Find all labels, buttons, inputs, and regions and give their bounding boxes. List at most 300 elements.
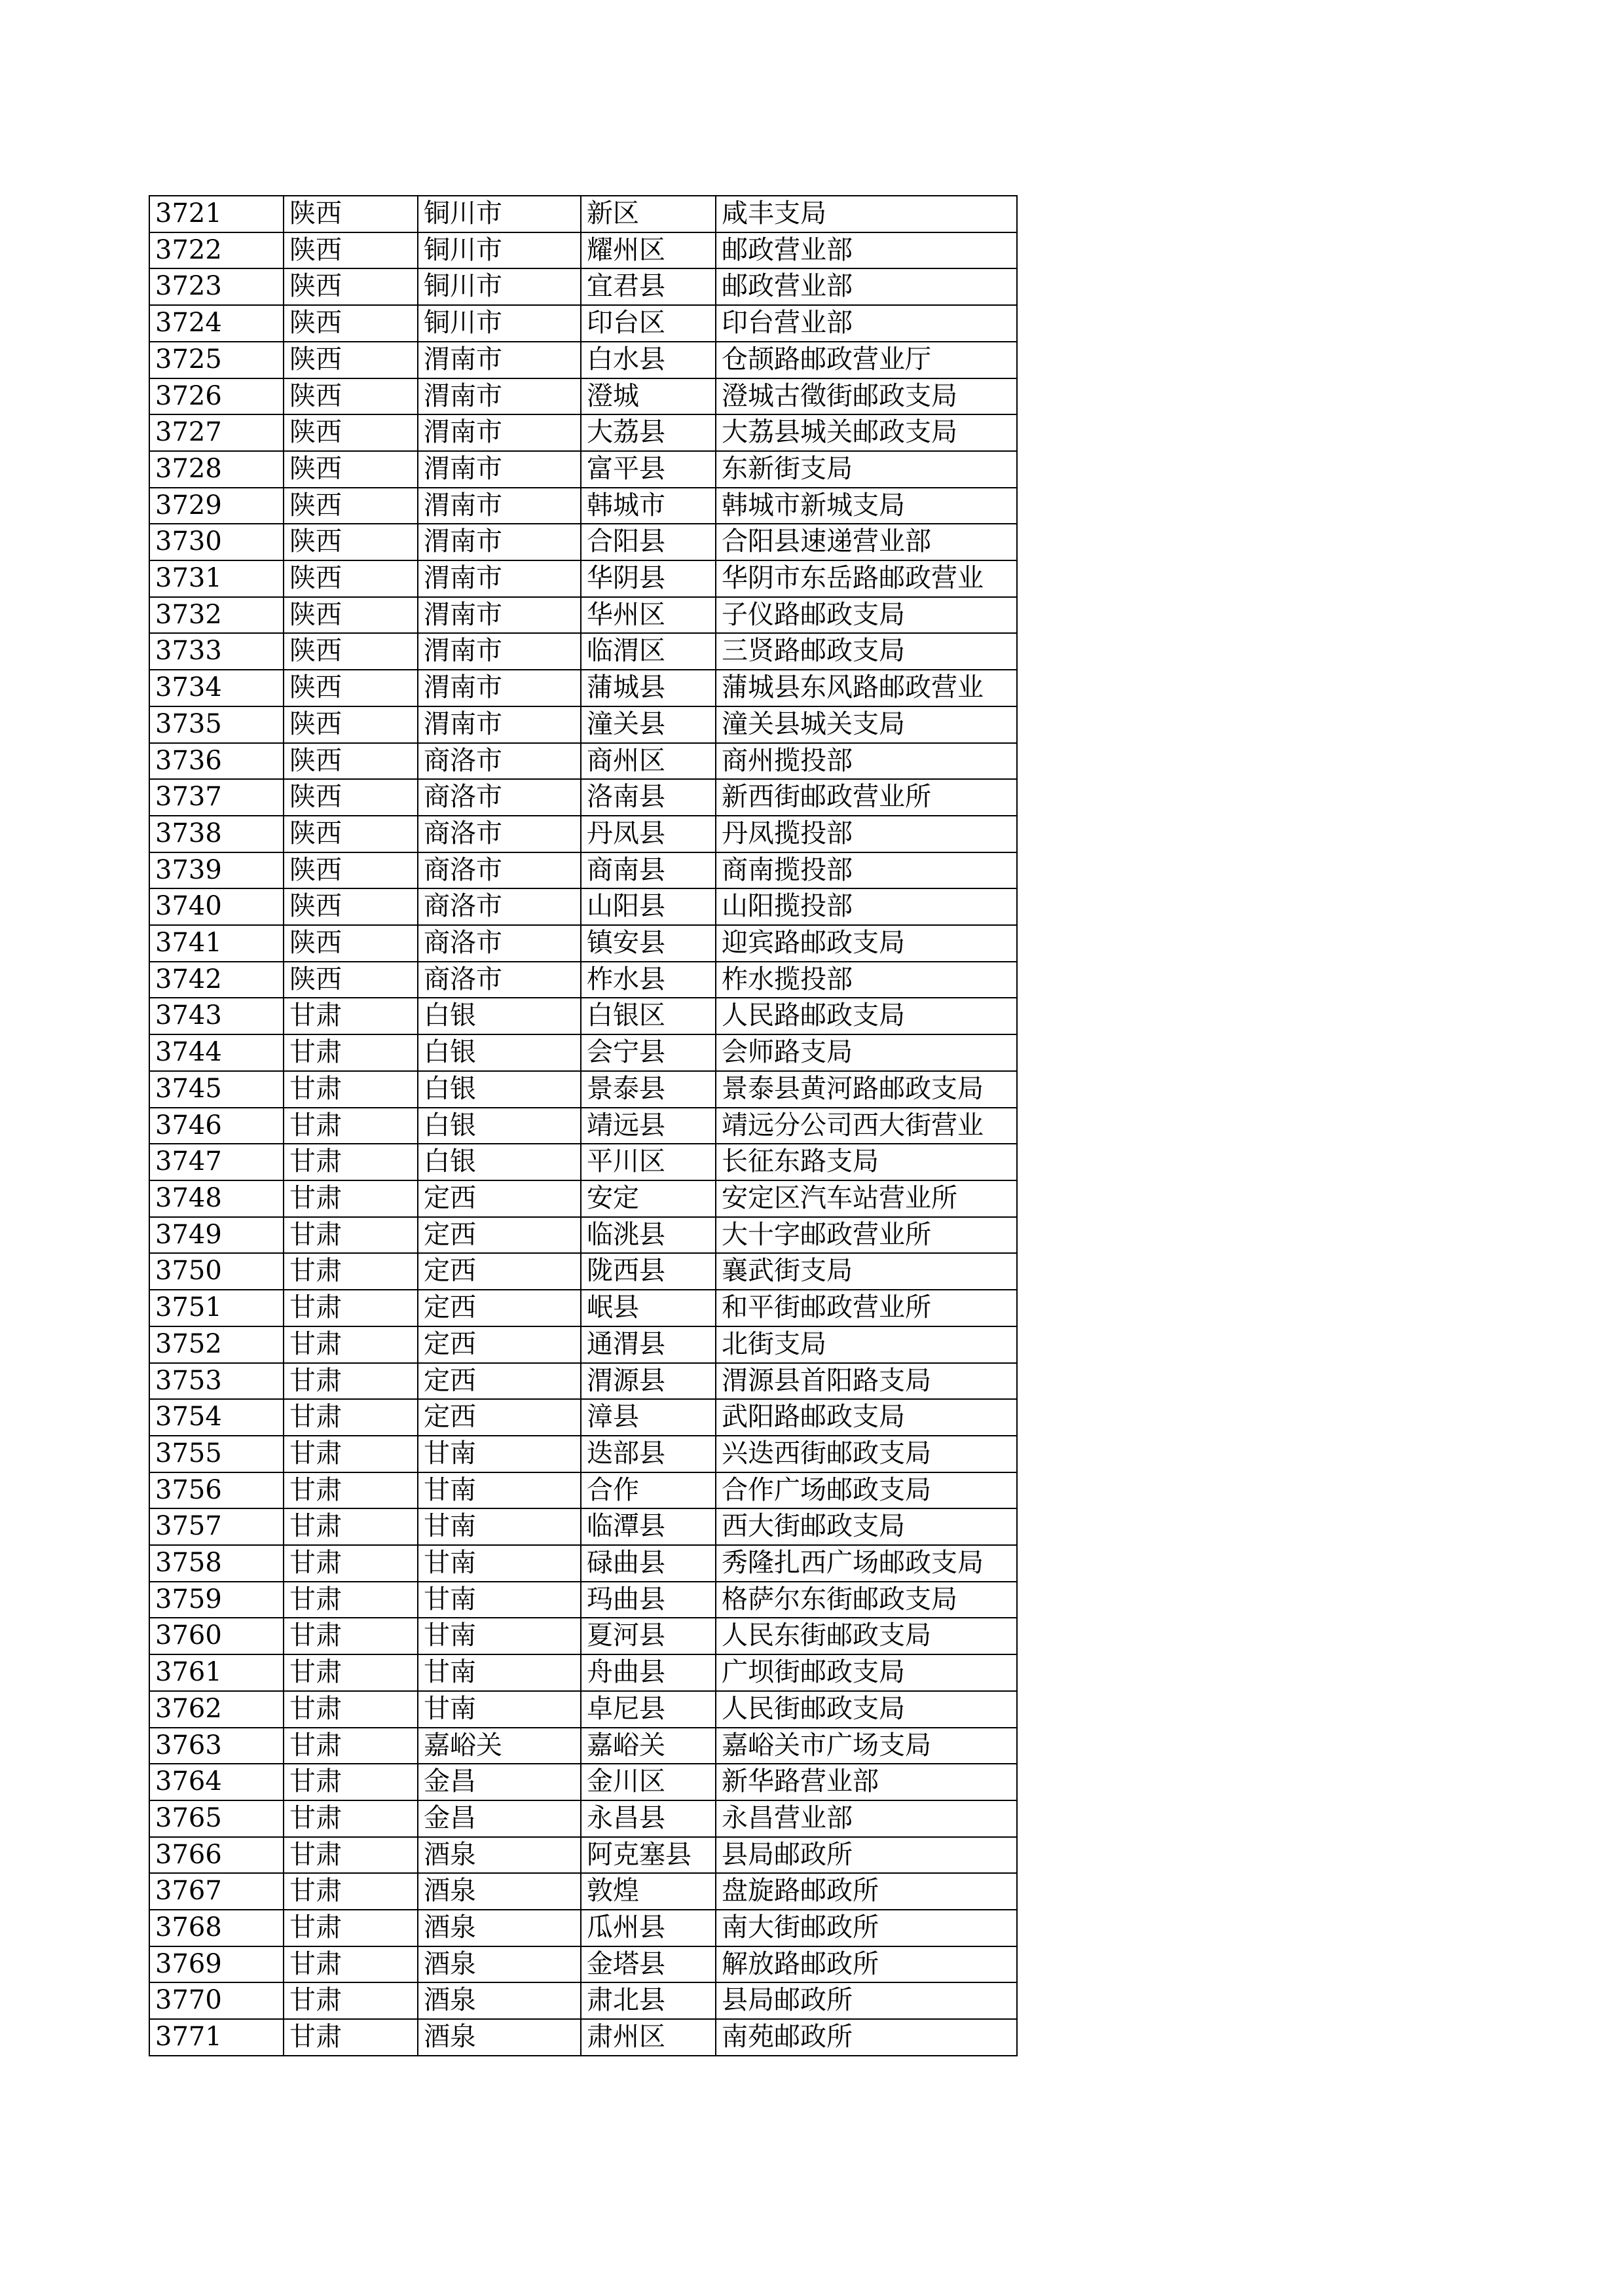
row-number-cell: 3724 (149, 305, 284, 342)
city-cell: 酒泉 (418, 1946, 581, 1983)
row-number-cell: 3721 (149, 196, 284, 232)
row-number-cell: 3742 (149, 962, 284, 998)
row-number-cell: 3722 (149, 232, 284, 269)
province-cell: 甘肃 (284, 1946, 418, 1983)
row-number-cell: 3723 (149, 268, 284, 305)
city-cell: 甘南 (418, 1508, 581, 1545)
row-number-cell: 3756 (149, 1472, 284, 1509)
table-row (149, 1654, 1017, 1691)
city-cell: 渭南市 (418, 414, 581, 451)
table-row (149, 1399, 1017, 1436)
row-number-cell: 3769 (149, 1946, 284, 1983)
county-cell: 安定 (581, 1180, 716, 1217)
province-cell: 甘肃 (284, 1837, 418, 1874)
table-row (149, 232, 1017, 269)
table-row (149, 414, 1017, 451)
row-number-cell: 3728 (149, 451, 284, 488)
row-number-cell: 3739 (149, 852, 284, 889)
province-cell: 甘肃 (284, 1910, 418, 1946)
city-cell: 铜川市 (418, 305, 581, 342)
province-cell: 甘肃 (284, 1180, 418, 1217)
table-row (149, 1728, 1017, 1764)
city-cell: 甘南 (418, 1472, 581, 1509)
province-cell: 陕西 (284, 196, 418, 232)
table-row (149, 1034, 1017, 1071)
branch-name-cell: 景泰县黄河路邮政支局 (716, 1071, 1017, 1108)
table-row (149, 1582, 1017, 1618)
city-cell: 商洛市 (418, 779, 581, 816)
row-number-cell: 3753 (149, 1363, 284, 1400)
row-number-cell: 3732 (149, 597, 284, 634)
row-number-cell: 3730 (149, 524, 284, 560)
branch-name-cell: 印台营业部 (716, 305, 1017, 342)
county-cell: 卓尼县 (581, 1691, 716, 1728)
city-cell: 渭南市 (418, 560, 581, 597)
city-cell: 渭南市 (418, 670, 581, 706)
province-cell: 陕西 (284, 342, 418, 378)
table-row (149, 1873, 1017, 1910)
table-row (149, 524, 1017, 560)
city-cell: 酒泉 (418, 1837, 581, 1874)
table-row (149, 706, 1017, 743)
row-number-cell: 3752 (149, 1326, 284, 1363)
county-cell: 印台区 (581, 305, 716, 342)
table-row (149, 1217, 1017, 1254)
province-cell: 甘肃 (284, 1618, 418, 1654)
province-cell: 甘肃 (284, 1217, 418, 1254)
branch-name-cell: 新华路营业部 (716, 1764, 1017, 1800)
row-number-cell: 3766 (149, 1837, 284, 1874)
city-cell: 渭南市 (418, 378, 581, 415)
county-cell: 肃州区 (581, 2019, 716, 2056)
branch-name-cell: 县局邮政所 (716, 1837, 1017, 1874)
branch-name-cell: 嘉峪关市广场支局 (716, 1728, 1017, 1764)
province-cell: 陕西 (284, 378, 418, 415)
county-cell: 夏河县 (581, 1618, 716, 1654)
branch-name-cell: 潼关县城关支局 (716, 706, 1017, 743)
city-cell: 定西 (418, 1363, 581, 1400)
row-number-cell: 3754 (149, 1399, 284, 1436)
branch-name-cell: 北街支局 (716, 1326, 1017, 1363)
province-cell: 甘肃 (284, 1508, 418, 1545)
city-cell: 定西 (418, 1399, 581, 1436)
table-row (149, 560, 1017, 597)
table-row (149, 998, 1017, 1034)
county-cell: 富平县 (581, 451, 716, 488)
branch-name-cell: 咸丰支局 (716, 196, 1017, 232)
province-cell: 陕西 (284, 816, 418, 852)
row-number-cell: 3765 (149, 1800, 284, 1837)
county-cell: 景泰县 (581, 1071, 716, 1108)
county-cell: 临潭县 (581, 1508, 716, 1545)
table-row (149, 852, 1017, 889)
county-cell: 华州区 (581, 597, 716, 634)
city-cell: 甘南 (418, 1545, 581, 1582)
county-cell: 临洮县 (581, 1217, 716, 1254)
county-cell: 韩城市 (581, 488, 716, 524)
post-office-table (149, 195, 1018, 2056)
county-cell: 山阳县 (581, 888, 716, 925)
table-row (149, 196, 1017, 232)
table-row (149, 1618, 1017, 1654)
row-number-cell: 3767 (149, 1873, 284, 1910)
branch-name-cell: 山阳揽投部 (716, 888, 1017, 925)
branch-name-cell: 南大街邮政所 (716, 1910, 1017, 1946)
city-cell: 酒泉 (418, 2019, 581, 2056)
city-cell: 渭南市 (418, 451, 581, 488)
county-cell: 阿克塞县 (581, 1837, 716, 1874)
branch-name-cell: 永昌营业部 (716, 1800, 1017, 1837)
city-cell: 嘉峪关 (418, 1728, 581, 1764)
branch-name-cell: 人民街邮政支局 (716, 1691, 1017, 1728)
row-number-cell: 3740 (149, 888, 284, 925)
row-number-cell: 3763 (149, 1728, 284, 1764)
branch-name-cell: 长征东路支局 (716, 1144, 1017, 1180)
table-row (149, 1837, 1017, 1874)
row-number-cell: 3770 (149, 1982, 284, 2019)
province-cell: 甘肃 (284, 1691, 418, 1728)
province-cell: 甘肃 (284, 1436, 418, 1472)
row-number-cell: 3755 (149, 1436, 284, 1472)
city-cell: 商洛市 (418, 816, 581, 852)
county-cell: 蒲城县 (581, 670, 716, 706)
city-cell: 渭南市 (418, 597, 581, 634)
city-cell: 酒泉 (418, 1982, 581, 2019)
province-cell: 甘肃 (284, 1071, 418, 1108)
city-cell: 白银 (418, 1108, 581, 1144)
county-cell: 敦煌 (581, 1873, 716, 1910)
county-cell: 新区 (581, 196, 716, 232)
province-cell: 甘肃 (284, 1800, 418, 1837)
row-number-cell: 3731 (149, 560, 284, 597)
county-cell: 丹凤县 (581, 816, 716, 852)
county-cell: 宜君县 (581, 268, 716, 305)
city-cell: 铜川市 (418, 232, 581, 269)
branch-name-cell: 大荔县城关邮政支局 (716, 414, 1017, 451)
county-cell: 碌曲县 (581, 1545, 716, 1582)
county-cell: 白银区 (581, 998, 716, 1034)
province-cell: 甘肃 (284, 1034, 418, 1071)
row-number-cell: 3768 (149, 1910, 284, 1946)
county-cell: 临渭区 (581, 633, 716, 670)
table-row (149, 342, 1017, 378)
row-number-cell: 3759 (149, 1582, 284, 1618)
branch-name-cell: 南苑邮政所 (716, 2019, 1017, 2056)
city-cell: 渭南市 (418, 488, 581, 524)
row-number-cell: 3727 (149, 414, 284, 451)
row-number-cell: 3746 (149, 1108, 284, 1144)
county-cell: 陇西县 (581, 1253, 716, 1290)
province-cell: 陕西 (284, 268, 418, 305)
county-cell: 潼关县 (581, 706, 716, 743)
branch-name-cell: 邮政营业部 (716, 268, 1017, 305)
row-number-cell: 3737 (149, 779, 284, 816)
city-cell: 甘南 (418, 1582, 581, 1618)
branch-name-cell: 县局邮政所 (716, 1982, 1017, 2019)
county-cell: 合阳县 (581, 524, 716, 560)
county-cell: 靖远县 (581, 1108, 716, 1144)
city-cell: 白银 (418, 1071, 581, 1108)
province-cell: 甘肃 (284, 2019, 418, 2056)
branch-name-cell: 靖远分公司西大街营业 (716, 1108, 1017, 1144)
city-cell: 定西 (418, 1217, 581, 1254)
city-cell: 酒泉 (418, 1873, 581, 1910)
city-cell: 渭南市 (418, 342, 581, 378)
row-number-cell: 3744 (149, 1034, 284, 1071)
branch-name-cell: 子仪路邮政支局 (716, 597, 1017, 634)
province-cell: 陕西 (284, 232, 418, 269)
province-cell: 甘肃 (284, 1326, 418, 1363)
branch-name-cell: 新西街邮政营业所 (716, 779, 1017, 816)
branch-name-cell: 渭源县首阳路支局 (716, 1363, 1017, 1400)
city-cell: 定西 (418, 1180, 581, 1217)
province-cell: 甘肃 (284, 1108, 418, 1144)
branch-name-cell: 柞水揽投部 (716, 962, 1017, 998)
row-number-cell: 3743 (149, 998, 284, 1034)
row-number-cell: 3771 (149, 2019, 284, 2056)
city-cell: 定西 (418, 1253, 581, 1290)
county-cell: 嘉峪关 (581, 1728, 716, 1764)
city-cell: 甘南 (418, 1691, 581, 1728)
row-number-cell: 3758 (149, 1545, 284, 1582)
row-number-cell: 3757 (149, 1508, 284, 1545)
city-cell: 渭南市 (418, 633, 581, 670)
table-row (149, 268, 1017, 305)
province-cell: 陕西 (284, 560, 418, 597)
branch-name-cell: 商南揽投部 (716, 852, 1017, 889)
table-row (149, 1436, 1017, 1472)
branch-name-cell: 广坝街邮政支局 (716, 1654, 1017, 1691)
table-row (149, 1144, 1017, 1180)
province-cell: 甘肃 (284, 1253, 418, 1290)
table-row (149, 1290, 1017, 1326)
city-cell: 商洛市 (418, 888, 581, 925)
table-row (149, 633, 1017, 670)
city-cell: 甘南 (418, 1618, 581, 1654)
city-cell: 甘南 (418, 1436, 581, 1472)
table-row (149, 1910, 1017, 1946)
county-cell: 玛曲县 (581, 1582, 716, 1618)
county-cell: 瓜州县 (581, 1910, 716, 1946)
county-cell: 金塔县 (581, 1946, 716, 1983)
county-cell: 镇安县 (581, 925, 716, 962)
city-cell: 白银 (418, 998, 581, 1034)
province-cell: 陕西 (284, 743, 418, 780)
branch-name-cell: 合作广场邮政支局 (716, 1472, 1017, 1509)
row-number-cell: 3738 (149, 816, 284, 852)
county-cell: 合作 (581, 1472, 716, 1509)
table-row (149, 1800, 1017, 1837)
row-number-cell: 3764 (149, 1764, 284, 1800)
province-cell: 甘肃 (284, 1363, 418, 1400)
row-number-cell: 3736 (149, 743, 284, 780)
row-number-cell: 3760 (149, 1618, 284, 1654)
city-cell: 甘南 (418, 1654, 581, 1691)
city-cell: 白银 (418, 1034, 581, 1071)
county-cell: 平川区 (581, 1144, 716, 1180)
county-cell: 柞水县 (581, 962, 716, 998)
county-cell: 会宁县 (581, 1034, 716, 1071)
row-number-cell: 3725 (149, 342, 284, 378)
province-cell: 陕西 (284, 451, 418, 488)
row-number-cell: 3733 (149, 633, 284, 670)
city-cell: 铜川市 (418, 268, 581, 305)
table-row (149, 1180, 1017, 1217)
branch-name-cell: 西大街邮政支局 (716, 1508, 1017, 1545)
city-cell: 渭南市 (418, 524, 581, 560)
table-row (149, 488, 1017, 524)
city-cell: 商洛市 (418, 925, 581, 962)
branch-name-cell: 会师路支局 (716, 1034, 1017, 1071)
table-row (149, 1253, 1017, 1290)
row-number-cell: 3761 (149, 1654, 284, 1691)
province-cell: 陕西 (284, 597, 418, 634)
table-row (149, 451, 1017, 488)
city-cell: 商洛市 (418, 962, 581, 998)
city-cell: 定西 (418, 1290, 581, 1326)
province-cell: 陕西 (284, 633, 418, 670)
province-cell: 陕西 (284, 852, 418, 889)
branch-name-cell: 安定区汽车站营业所 (716, 1180, 1017, 1217)
branch-name-cell: 人民路邮政支局 (716, 998, 1017, 1034)
table-row (149, 378, 1017, 415)
table-row (149, 305, 1017, 342)
city-cell: 商洛市 (418, 743, 581, 780)
city-cell: 金昌 (418, 1764, 581, 1800)
row-number-cell: 3748 (149, 1180, 284, 1217)
county-cell: 耀州区 (581, 232, 716, 269)
table-row (149, 962, 1017, 998)
county-cell: 渭源县 (581, 1363, 716, 1400)
branch-name-cell: 澄城古徵街邮政支局 (716, 378, 1017, 415)
county-cell: 大荔县 (581, 414, 716, 451)
row-number-cell: 3762 (149, 1691, 284, 1728)
row-number-cell: 3750 (149, 1253, 284, 1290)
table-row (149, 2019, 1017, 2056)
table-row (149, 1108, 1017, 1144)
province-cell: 甘肃 (284, 1982, 418, 2019)
branch-name-cell: 盘旋路邮政所 (716, 1873, 1017, 1910)
table-row (149, 743, 1017, 780)
county-cell: 通渭县 (581, 1326, 716, 1363)
row-number-cell: 3741 (149, 925, 284, 962)
province-cell: 陕西 (284, 670, 418, 706)
table-row (149, 597, 1017, 634)
branch-name-cell: 三贤路邮政支局 (716, 633, 1017, 670)
table-row (149, 1071, 1017, 1108)
province-cell: 甘肃 (284, 1399, 418, 1436)
county-cell: 商南县 (581, 852, 716, 889)
table-row (149, 1946, 1017, 1983)
province-cell: 陕西 (284, 706, 418, 743)
province-cell: 陕西 (284, 524, 418, 560)
table-row (149, 1545, 1017, 1582)
branch-name-cell: 解放路邮政所 (716, 1946, 1017, 1983)
city-cell: 渭南市 (418, 706, 581, 743)
row-number-cell: 3745 (149, 1071, 284, 1108)
province-cell: 甘肃 (284, 1728, 418, 1764)
province-cell: 甘肃 (284, 1290, 418, 1326)
province-cell: 陕西 (284, 305, 418, 342)
table-row (149, 1472, 1017, 1509)
branch-name-cell: 华阴市东岳路邮政营业 (716, 560, 1017, 597)
branch-name-cell: 迎宾路邮政支局 (716, 925, 1017, 962)
branch-name-cell: 秀隆扎西广场邮政支局 (716, 1545, 1017, 1582)
county-cell: 金川区 (581, 1764, 716, 1800)
province-cell: 陕西 (284, 962, 418, 998)
branch-name-cell: 襄武街支局 (716, 1253, 1017, 1290)
province-cell: 甘肃 (284, 1764, 418, 1800)
row-number-cell: 3751 (149, 1290, 284, 1326)
county-cell: 华阴县 (581, 560, 716, 597)
branch-name-cell: 大十字邮政营业所 (716, 1217, 1017, 1254)
branch-name-cell: 东新街支局 (716, 451, 1017, 488)
table-row (149, 816, 1017, 852)
row-number-cell: 3729 (149, 488, 284, 524)
branch-name-cell: 蒲城县东风路邮政营业 (716, 670, 1017, 706)
province-cell: 陕西 (284, 488, 418, 524)
county-cell: 商州区 (581, 743, 716, 780)
province-cell: 陕西 (284, 888, 418, 925)
county-cell: 永昌县 (581, 1800, 716, 1837)
table-row (149, 1691, 1017, 1728)
table-row (149, 1326, 1017, 1363)
county-cell: 漳县 (581, 1399, 716, 1436)
table-row (149, 925, 1017, 962)
province-cell: 甘肃 (284, 1873, 418, 1910)
province-cell: 甘肃 (284, 1144, 418, 1180)
branch-name-cell: 丹凤揽投部 (716, 816, 1017, 852)
branch-name-cell: 韩城市新城支局 (716, 488, 1017, 524)
branch-name-cell: 格萨尔东街邮政支局 (716, 1582, 1017, 1618)
branch-name-cell: 兴迭西街邮政支局 (716, 1436, 1017, 1472)
table-row (149, 1764, 1017, 1800)
table-row (149, 1508, 1017, 1545)
branch-name-cell: 人民东街邮政支局 (716, 1618, 1017, 1654)
table-row (149, 1982, 1017, 2019)
county-cell: 白水县 (581, 342, 716, 378)
branch-name-cell: 合阳县速递营业部 (716, 524, 1017, 560)
city-cell: 商洛市 (418, 852, 581, 889)
city-cell: 定西 (418, 1326, 581, 1363)
province-cell: 甘肃 (284, 1545, 418, 1582)
province-cell: 甘肃 (284, 998, 418, 1034)
row-number-cell: 3749 (149, 1217, 284, 1254)
row-number-cell: 3735 (149, 706, 284, 743)
province-cell: 陕西 (284, 779, 418, 816)
table-row (149, 779, 1017, 816)
row-number-cell: 3726 (149, 378, 284, 415)
branch-name-cell: 商州揽投部 (716, 743, 1017, 780)
province-cell: 甘肃 (284, 1654, 418, 1691)
branch-name-cell: 武阳路邮政支局 (716, 1399, 1017, 1436)
city-cell: 金昌 (418, 1800, 581, 1837)
branch-name-cell: 和平街邮政营业所 (716, 1290, 1017, 1326)
table-row (149, 1363, 1017, 1400)
row-number-cell: 3747 (149, 1144, 284, 1180)
county-cell: 洛南县 (581, 779, 716, 816)
branch-name-cell: 邮政营业部 (716, 232, 1017, 269)
province-cell: 陕西 (284, 925, 418, 962)
county-cell: 肃北县 (581, 1982, 716, 2019)
city-cell: 酒泉 (418, 1910, 581, 1946)
city-cell: 白银 (418, 1144, 581, 1180)
province-cell: 甘肃 (284, 1472, 418, 1509)
table-row (149, 670, 1017, 706)
county-cell: 澄城 (581, 378, 716, 415)
row-number-cell: 3734 (149, 670, 284, 706)
table-body (149, 196, 1017, 2056)
